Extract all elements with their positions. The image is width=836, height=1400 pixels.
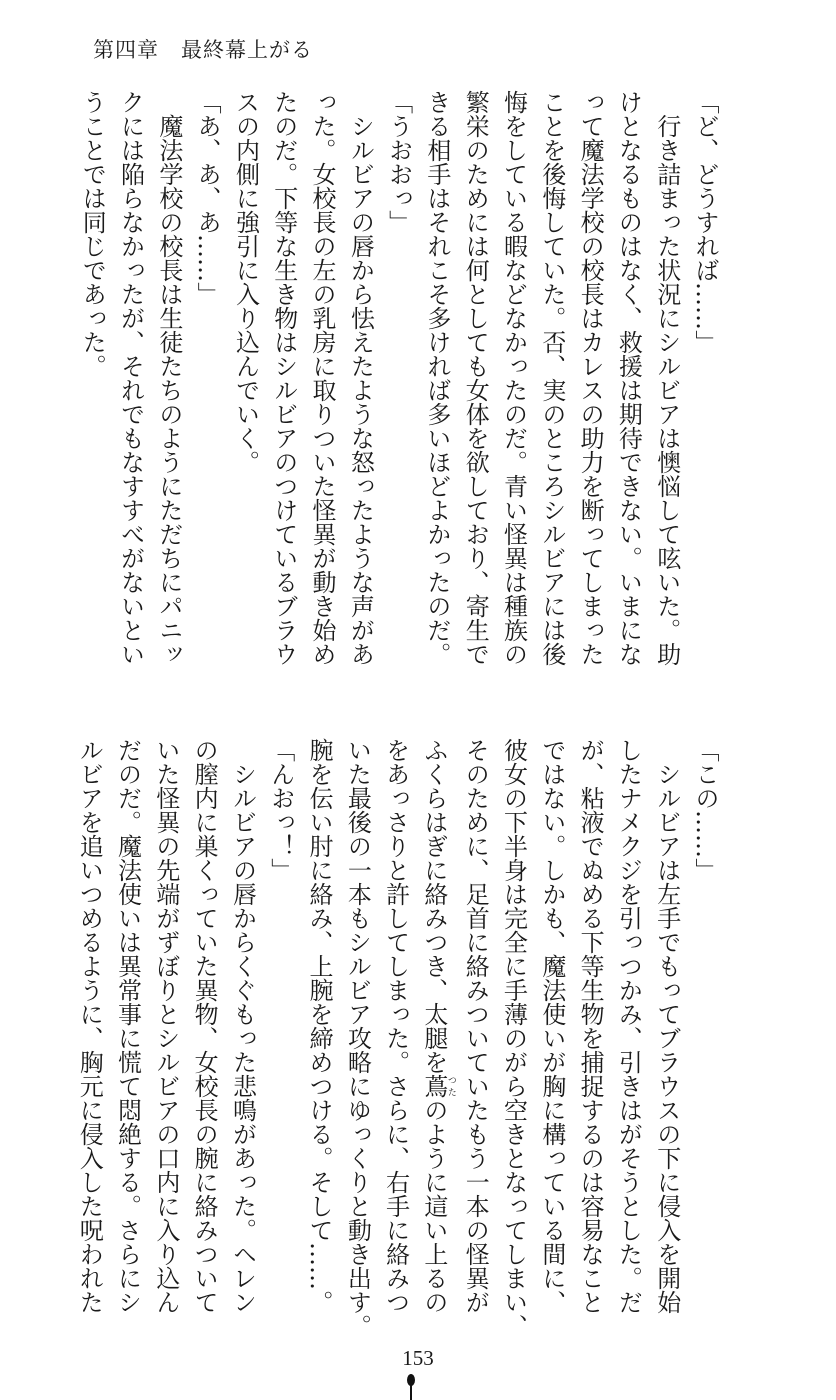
column-text: いた怪異の先端がずぼりとシルビアの口内に入り込ん <box>151 738 180 1314</box>
text-column <box>571 90 609 695</box>
column-text: そのために、足首に絡みついていたもう一本の怪異が <box>461 738 490 1314</box>
text-column <box>226 90 264 695</box>
text-column <box>379 90 417 695</box>
column-text-after: のように這い上るの <box>419 1098 448 1314</box>
text-column <box>686 738 724 1343</box>
ruby-reading: つた <box>445 1074 456 1098</box>
text-column <box>418 90 456 695</box>
column-text: ルビアを追いつめるように、胸元に侵入した呪われた <box>75 738 104 1314</box>
column-text: シルビアは左手でもってブラウスの下に侵入を開始 <box>652 762 681 1314</box>
text-column <box>647 90 685 695</box>
column-text: 繁栄のためには何としても女体を欲しており、寄生で <box>461 90 490 666</box>
column-text: シルビアの唇から怯えたような怒ったような声があ <box>346 114 375 666</box>
column-text: だのだ。魔法使いは異常事に慌て悶絶する。さらにシ <box>113 738 142 1314</box>
column-text: 彼女の下半身は完全に手薄のがら空きとなってしまい、 <box>499 738 528 1338</box>
text-column <box>338 738 376 1343</box>
text-column <box>494 738 532 1343</box>
chapter-header: 第四章 最終幕上がる <box>93 38 313 62</box>
ruby-base: 蔦 <box>419 1074 448 1098</box>
column-text: クには陥らなかったが、それでもなすすべがないとい <box>116 90 145 666</box>
text-column <box>341 90 379 695</box>
column-text: 「この……」 <box>691 738 719 882</box>
text-block-top <box>72 90 724 695</box>
column-text: きる相手はそれこそ多ければ多いほどよかったのだ。 <box>422 90 451 666</box>
text-column <box>147 738 185 1343</box>
text-block-bottom <box>72 738 724 1343</box>
column-text: 「うおおっ」 <box>384 90 413 234</box>
column-text: 「ど、どうすれば……」 <box>691 90 719 354</box>
text-column <box>261 738 299 1343</box>
text-column <box>264 90 302 695</box>
column-text: 「あ、あ、あ……」 <box>193 90 222 306</box>
text-column <box>150 90 188 695</box>
column-text: 魔法学校の校長は生徒たちのようにただちにパニッ <box>154 114 183 666</box>
column-text: したナメクジを引っつかみ、引きはがそうとした。だ <box>614 738 643 1314</box>
text-column <box>609 90 647 695</box>
column-text: の膣内に巣くっていた異物、女校長の腕に絡みついて <box>190 738 219 1314</box>
text-column <box>571 738 609 1343</box>
column-text: いた最後の一本もシルビア攻略にゆっくりと動き出す。 <box>343 738 372 1338</box>
column-text: たのだ。下等な生き物はシルビアのつけているブラウ <box>269 90 298 666</box>
column-text: うことでは同じであった。 <box>78 90 107 378</box>
text-column <box>303 90 341 695</box>
text-column <box>188 90 226 695</box>
text-column <box>185 738 223 1343</box>
text-column <box>456 90 494 695</box>
text-column <box>609 738 647 1343</box>
column-text: ふくらはぎに絡みつき、太腿を <box>419 738 448 1074</box>
page-marker-line <box>410 1384 412 1400</box>
text-column <box>647 738 685 1343</box>
column-text: ではない。しかも、魔法使いが胸に構っている間に、 <box>537 738 566 1314</box>
column-text: けとなるものはなく、救援は期待できない。いまにな <box>614 90 643 666</box>
column-text: 「んおっ！」 <box>266 738 295 882</box>
text-column <box>73 90 111 695</box>
text-column <box>70 738 108 1343</box>
column-text: 悔をしている暇などなかったのだ。青い怪異は種族の <box>499 90 528 666</box>
text-column <box>533 90 571 695</box>
column-text: 腕を伝い肘に絡み、上腕を締めつける。そして……。 <box>305 738 334 1314</box>
column-text: った。女校長の左の乳房に取りついた怪異が動き始め <box>308 90 337 666</box>
column-text: って魔法学校の校長はカレスの助力を断ってしまった <box>576 90 605 666</box>
text-column <box>415 738 456 1343</box>
ruby-annotation <box>419 1074 456 1098</box>
column-text: をあっさりと許してしまった。さらに、右手に絡みつ <box>381 738 410 1314</box>
column-text: 行き詰まった状況にシルビアは懊悩して呟いた。助 <box>652 114 681 666</box>
text-column <box>686 90 724 695</box>
column-text: スの内側に強引に入り込んでいく。 <box>231 90 260 474</box>
text-column <box>300 738 338 1343</box>
text-column <box>108 738 146 1343</box>
column-text: ことを後悔していた。否、実のところシルビアには後 <box>537 90 566 666</box>
text-column <box>456 738 494 1343</box>
column-text: シルビアの唇からくぐもった悲鳴があった。ヘレン <box>228 762 257 1314</box>
text-column <box>223 738 261 1343</box>
text-column <box>533 738 571 1343</box>
text-column <box>376 738 414 1343</box>
column-text: が、粘液でぬめる下等生物を捕捉するのは容易なこと <box>576 738 605 1314</box>
page-number: 153 <box>402 1346 434 1370</box>
text-column <box>494 90 532 695</box>
text-column <box>111 90 149 695</box>
